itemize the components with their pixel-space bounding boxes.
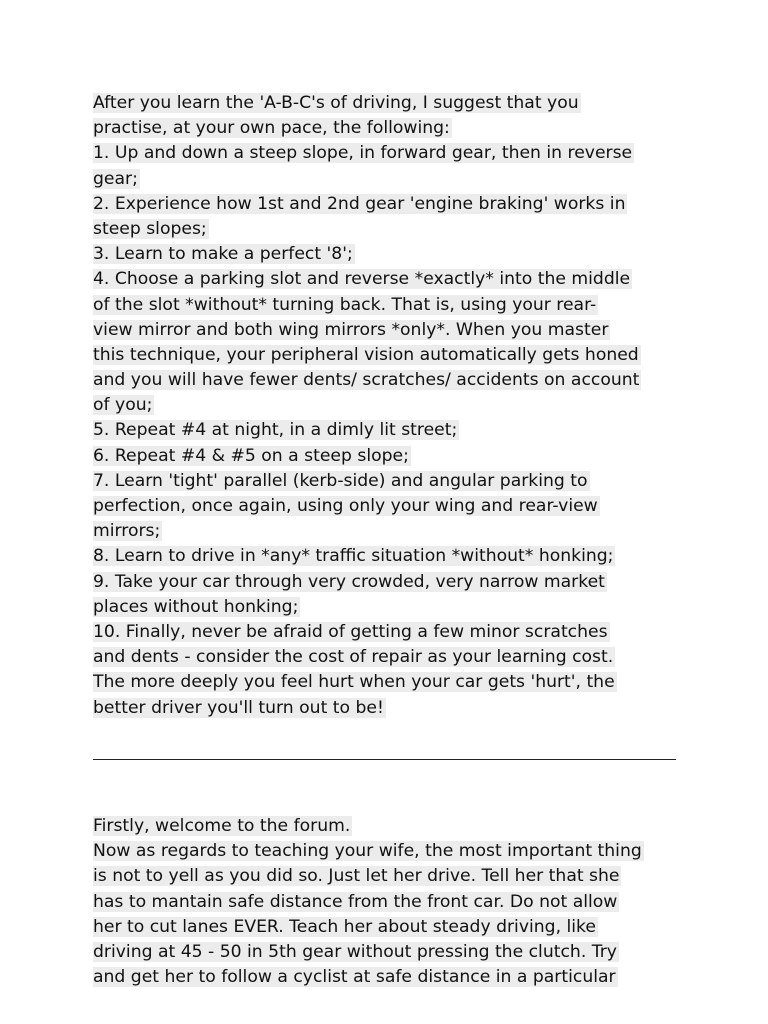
text-line: 5. Repeat #4 at night, in a dimly lit street; (93, 420, 458, 441)
text-line: this technique, your peripheral vision automatically gets honed (93, 344, 639, 365)
text-line: better driver you'll turn out to be! (93, 697, 384, 718)
text-line: After you learn the 'A-B-C's of driving, I suggest that you (93, 93, 579, 113)
text-line: and you will have fewer dents/ scratches/ accidents on account (93, 370, 640, 391)
text-line: 9. Take your car through very crowded, very narrow market (93, 571, 605, 592)
section-divider (93, 759, 676, 760)
text-line: Firstly, welcome to the forum. (93, 816, 351, 836)
post-1-text (93, 91, 693, 721)
text-line: 4. Choose a parking slot and reverse *exactly* into the middle (93, 269, 631, 290)
text-line: driving at 45 - 50 in 5th gear without pressing the clutch. Try (93, 941, 617, 962)
text-line: view mirror and both wing mirrors *only*. When you master (93, 319, 609, 340)
text-line: mirrors; (93, 521, 161, 542)
text-line: The more deeply you feel hurt when your car gets 'hurt', the (93, 672, 615, 693)
text-line: 2. Experience how 1st and 2nd gear 'engine braking' works in (93, 193, 626, 214)
text-line: of you; (93, 395, 153, 416)
text-line: 1. Up and down a steep slope, in forward gear, then in reverse (93, 143, 633, 164)
text-line: gear; (93, 168, 138, 189)
text-line: is not to yell as you did so. Just let her drive. Tell her that she (93, 866, 620, 887)
text-line: practise, at your own pace, the following: (93, 118, 450, 139)
text-line: her to cut lanes EVER. Teach her about steady driving, like (93, 916, 596, 937)
text-line: steep slopes; (93, 218, 207, 239)
text-line: Now as regards to teaching your wife, the most important thing (93, 841, 642, 862)
text-line: 7. Learn 'tight' parallel (kerb-side) and angular parking to (93, 470, 588, 491)
text-line: and dents - consider the cost of repair as your learning cost. (93, 647, 614, 668)
text-line: 10. Finally, never be afraid of getting a few minor scratches (93, 621, 608, 642)
text-line: 8. Learn to drive in *any* traffic situation *without* honking; (93, 546, 614, 567)
text-line: places without honking; (93, 596, 299, 617)
text-line: perfection, once again, using only your wing and rear-view (93, 496, 598, 516)
text-line: 3. Learn to make a perfect '8'; (93, 244, 353, 265)
text-line: has to mantain safe distance from the front car. Do not allow (93, 891, 618, 912)
post-2-text (93, 814, 693, 990)
text-line: 6. Repeat #4 & #5 on a steep slope; (93, 445, 409, 466)
text-line: and get her to follow a cyclist at safe distance in a particular (93, 967, 616, 988)
text-line: of the slot *without* turning back. That is, using your rear- (93, 294, 597, 315)
